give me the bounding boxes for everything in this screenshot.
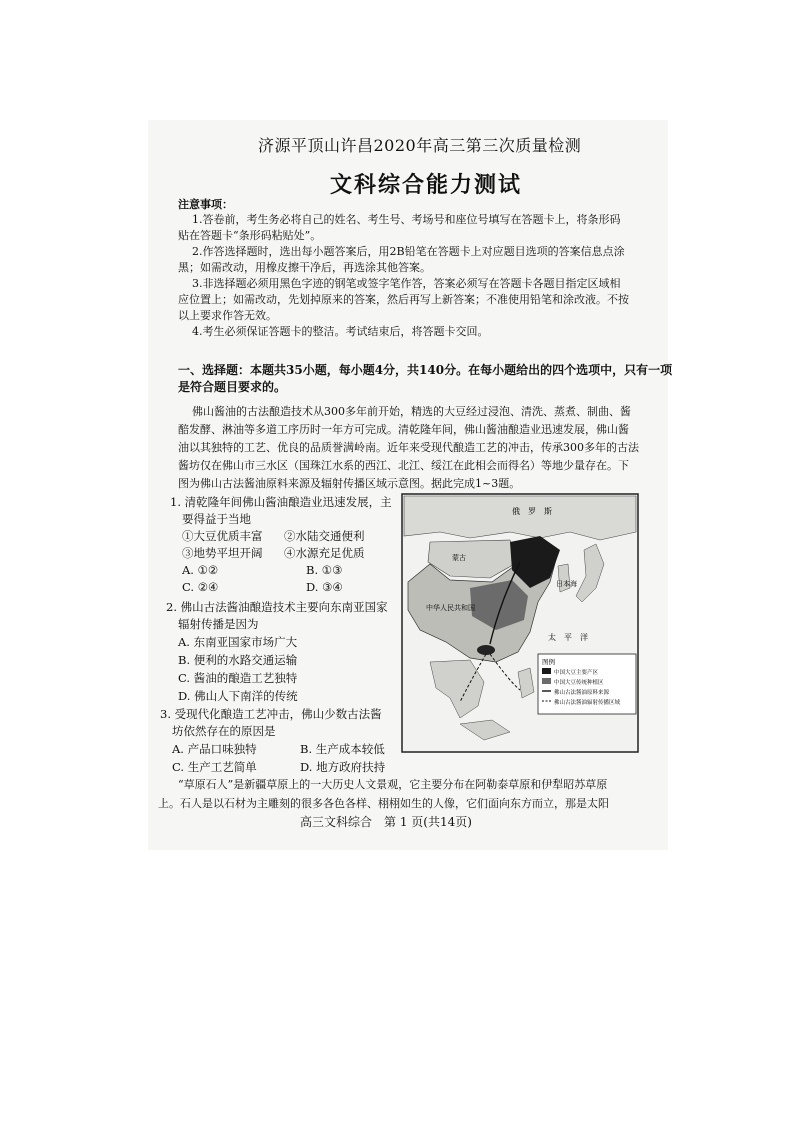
label-pacific: 太 平 洋: [548, 633, 588, 642]
q2-option-d[interactable]: D. 佛山人下南洋的传统: [178, 689, 298, 703]
section-heading: 一、选择题：本题共35小题，每小题4分，共140分。在每小题给出的四个选项中，只有一项: [178, 363, 673, 377]
question-2-stem-cont: 辐射传播是因为: [178, 617, 259, 631]
legend-title: 图例: [542, 658, 555, 666]
label-mongolia: 蒙古: [452, 554, 466, 562]
question-2-stem: 2. 佛山古法酱油酿造技术主要向东南亚国家: [166, 600, 388, 614]
q2-option-b[interactable]: B. 便利的水路交通运输: [178, 653, 298, 667]
notice-line: 应位置上；如需改动，先划掉原来的答案，然后再写上新答案；不准使用铅笔和涂改液。不按: [178, 293, 629, 306]
exam-header-title: 济源平顶山许昌2020年高三第三次质量检测: [258, 136, 582, 155]
question-1-stem: 1. 清乾隆年间佛山酱油酿造业迅速发展，主: [170, 495, 392, 509]
q1-statement-2: ②水陆交通便利: [284, 529, 365, 543]
notice-line: 1.答卷前，考生务必将自己的姓名、考生号、考场号和座位号填写在答题卡上，将条形码: [192, 213, 621, 226]
notice-line: 2.作答选择题时，选出每小题答案后，用2B铅笔在答题卡上对应题目选项的答案信息点涂: [192, 245, 625, 258]
passage-line: 酱坊仅在佛山市三水区（国珠江水系的西江、北江、绥江在此相会而得名）等地少量存在。下: [178, 459, 629, 472]
q3-option-d[interactable]: D. 地方政府扶持: [300, 760, 386, 774]
q1-option-d[interactable]: D. ③④: [306, 580, 343, 594]
legend-item: 中国大豆主要产区: [554, 670, 599, 676]
q3-option-b[interactable]: B. 生产成本较低: [300, 742, 385, 756]
notice-line: 黑；如需改动，用橡皮擦干净后，再选涂其他答案。: [178, 261, 431, 274]
legend-item: 佛山古法酱油原料来源: [554, 690, 610, 696]
question-3-stem: 3. 受现代化酿造工艺冲击，佛山少数古法酱: [160, 707, 382, 721]
q1-statement-4: ④水源充足优质: [284, 546, 365, 560]
legend-swatch-trad: [542, 678, 551, 684]
foshan-marker: [477, 645, 495, 655]
page-footer: 高三文科综合 第 1 页(共14页): [300, 815, 472, 829]
question-3-stem-cont: 坊依然存在的原因是: [172, 724, 276, 738]
notice-line: 贴在答题卡“条形码粘贴处”。: [178, 229, 322, 242]
passage-line: 油以其独特的工艺、优良的品质誉满岭南。近年来受现代酿造工艺的冲击，传承300多年的古法: [178, 441, 639, 454]
notice-line: 以上要求作答无效。: [178, 309, 277, 322]
legend-item: 中国大豆传统种植区: [554, 680, 604, 686]
label-russia: 俄 罗 斯: [512, 507, 552, 516]
q1-option-b[interactable]: B. ①③: [306, 563, 343, 577]
subject-title: 文科综合能力测试: [330, 172, 523, 198]
q2-option-a[interactable]: A. 东南亚国家市场广大: [178, 635, 298, 649]
q1-option-c[interactable]: C. ②④: [182, 580, 219, 594]
notice-heading: 注意事项：: [178, 198, 233, 211]
next-passage-line: “草原石人”是新疆草原上的一大历史人文景观，它主要分布在阿勒泰草原和伊犁昭苏草原: [178, 778, 608, 791]
q3-option-c[interactable]: C. 生产工艺简单: [172, 760, 257, 774]
section-heading-cont: 是符合题目要求的。: [178, 380, 287, 394]
q1-statement-3: ③地势平坦开阔: [182, 546, 263, 560]
passage-line: 佛山酱油的古法酿造技术从300多年前开始，精选的大豆经过浸泡、清洗、蒸煮、制曲、酱: [192, 405, 631, 418]
map-svg: [400, 492, 640, 754]
label-japan-sea: 日本海: [556, 580, 577, 588]
label-china: 中华人民共和国: [426, 604, 475, 612]
legend-item: 佛山古法酱油辐射传播区域: [554, 700, 621, 706]
next-passage-line: 上。石人是以石材为主雕刻的很多各色各样、栩栩如生的人像，它们面向东方而立，那是太阳: [158, 797, 609, 810]
q1-option-a[interactable]: A. ①②: [182, 563, 219, 577]
notice-line: 4.考生必须保证答题卡的整洁。考试结束后，将答题卡交回。: [192, 325, 489, 338]
q2-option-c[interactable]: C. 酱油的酿造工艺独特: [178, 671, 298, 685]
passage-line: 醅发酵、淋油等多道工序历时一年方可完成。清乾隆年间，佛山酱油酿造业迅速发展，佛山酱: [178, 423, 629, 436]
q3-option-a[interactable]: A. 产品口味独特: [172, 742, 257, 756]
soy-sauce-map: [400, 492, 640, 754]
legend-swatch-main: [542, 668, 551, 674]
q1-statement-1: ①大豆优质丰富: [182, 529, 263, 543]
notice-line: 3.非选择题必须用黑色字迹的钢笔或签字笔作答，答案必须写在答题卡各题目指定区域相: [192, 277, 621, 290]
passage-line: 图为佛山古法酱油原料来源及辐射传播区域示意图。据此完成1~3题。: [178, 477, 521, 490]
question-1-stem-cont: 要得益于当地: [182, 512, 251, 526]
